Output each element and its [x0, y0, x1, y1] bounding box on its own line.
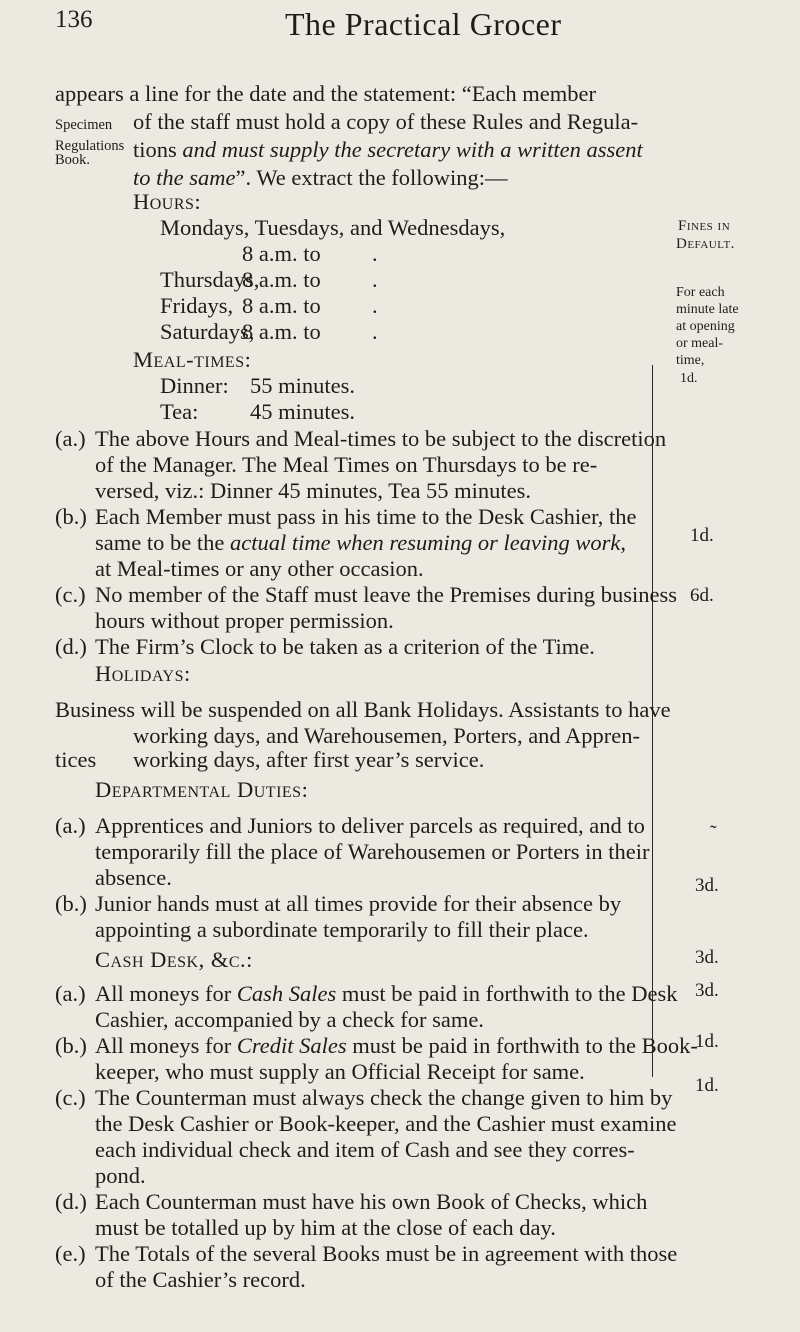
hours-rule-a-line-3: versed, viz.: Dinner 45 minutes, Tea 55 minutes.	[95, 478, 532, 503]
dept-rule-b-line-2: appointing a subordinate temporarily to fill their place.	[95, 917, 589, 942]
meal-tea-label: Tea:	[160, 399, 199, 424]
sidenote-regulations: Regulations	[55, 138, 125, 154]
hours-rule-b-label: (b.)	[55, 504, 87, 529]
cash-rule-c-line-2: the Desk Cashier or Book-keeper, and the Cashier must examine	[95, 1111, 677, 1136]
hours-time-thursday: 8 a.m. to	[242, 267, 321, 292]
holidays-line-1: Business will be suspended on all Bank Holidays. Assistants to have	[55, 697, 671, 722]
cash-rule-c-line-4: pond.	[95, 1163, 146, 1188]
cash-rule-d-line-1: Each Counterman must have his own Book of Checks, which	[95, 1189, 648, 1214]
fines-note-3: at opening	[676, 319, 735, 334]
cash-rule-c-label: (c.)	[55, 1085, 86, 1110]
cash-rule-d-line-2: must be totalled up by him at the close of each day.	[95, 1215, 556, 1240]
cash-rule-e-label: (e.)	[55, 1241, 86, 1266]
fines-note-2: minute late	[676, 302, 739, 317]
cash-desk-heading: Cash Desk, &c.:	[95, 947, 253, 972]
hours-day-thursday: Thursdays,	[160, 267, 260, 292]
hours-heading: Hours:	[133, 189, 202, 214]
hours-rule-b-line-3: at Meal-times or any other occasion.	[95, 556, 424, 581]
fines-note-5: time,	[676, 353, 705, 368]
hours-day-friday: Fridays,	[160, 293, 234, 318]
cash-rule-d-label: (d.)	[55, 1189, 87, 1214]
fines-heading-2: Default.	[676, 236, 735, 252]
fine-cash-a: 3d.	[695, 947, 719, 968]
running-title: The Practical Grocer	[285, 6, 562, 42]
hours-row-mon-wed-time: 8 a.m. to	[242, 241, 321, 266]
page-number: 136	[55, 6, 93, 33]
meal-tea-value: 45 minutes.	[250, 399, 355, 424]
hours-rule-a-line-1: The above Hours and Meal-times to be subject to the discretion	[95, 426, 667, 451]
fine-cash-c: 1d.	[695, 1031, 719, 1052]
hours-rule-c-line-1: No member of the Staff must leave the Premises during business	[95, 582, 677, 607]
sidenote-book: Book.	[55, 152, 91, 168]
intro-line-3: tions and must supply the secretary with a written assent	[133, 137, 643, 162]
dept-rule-a-line-3: absence.	[95, 865, 172, 890]
hours-rule-b-line-1: Each Member must pass in his time to the Desk Cashier, the	[95, 504, 637, 529]
meal-dinner-value: 55 minutes.	[250, 373, 355, 398]
cash-rule-a-line-2: Cashier, accompanied by a check for same.	[95, 1007, 484, 1032]
cash-rule-a-line-1: All moneys for Cash Sales must be paid in forthwith to the Desk	[95, 981, 678, 1006]
intro-line-2: of the staff must hold a copy of these Rules and Regula-	[133, 109, 639, 134]
sidenote-specimen: Specimen	[55, 117, 113, 133]
fines-heading-1: Fines in	[678, 218, 731, 234]
fines-note-6: 1d.	[680, 371, 698, 386]
cash-rule-c-line-1: The Counterman must always check the change given to him by	[95, 1085, 673, 1110]
holidays-line-3b: working days, after first year’s service.	[133, 747, 485, 772]
fine-rule-c: 6d.	[690, 585, 714, 606]
hours-time-saturday: 8 a.m. to	[242, 319, 321, 344]
hours-row-mon-wed-dot: .	[372, 241, 378, 266]
fine-cash-d: 1d.	[695, 1075, 719, 1096]
hours-rule-c-line-2: hours without proper permission.	[95, 608, 394, 633]
dept-rule-b-label: (b.)	[55, 891, 87, 916]
hours-rule-b-line-2: same to be the actual time when resuming or leaving work,	[95, 530, 626, 555]
hours-time-friday: 8 a.m. to	[242, 293, 321, 318]
intro-line-4: to the same”. We extract the following:—	[133, 165, 508, 190]
hours-row-mon-wed: Mondays, Tuesdays, and Wednesdays,	[160, 215, 506, 240]
fines-note-1: For each	[676, 285, 725, 300]
cash-rule-b-line-2: keeper, who must supply an Official Receipt for same.	[95, 1059, 585, 1084]
fine-cash-b: 3d.	[695, 980, 719, 1001]
departmental-heading: Departmental Duties:	[95, 777, 309, 802]
hours-day-saturday: Saturdays,	[160, 319, 255, 344]
fine-rule-b: 1d.	[690, 525, 714, 546]
fine-tick-mark: ˜	[710, 822, 717, 844]
holidays-line-3a: tices	[55, 747, 97, 772]
holidays-line-2: working days, and Warehousemen, Porters, and Appren-	[133, 723, 641, 748]
hours-dot-saturday: .	[372, 319, 378, 344]
fine-dept-b: 3d.	[695, 875, 719, 896]
hours-rule-a-label: (a.)	[55, 426, 86, 451]
hours-rule-a-line-2: of the Manager. The Meal Times on Thursdays to be re-	[95, 452, 598, 477]
cash-rule-b-label: (b.)	[55, 1033, 87, 1058]
meal-times-heading: Meal-times:	[133, 347, 252, 372]
fines-note-4: or meal-	[676, 336, 724, 351]
cash-rule-b-line-1: All moneys for Credit Sales must be paid in forthwith to the Book-	[95, 1033, 698, 1058]
cash-rule-e-line-2: of the Cashier’s record.	[95, 1267, 306, 1292]
cash-rule-e-line-1: The Totals of the several Books must be in agreement with those	[95, 1241, 678, 1266]
holidays-heading: Holidays:	[95, 661, 191, 686]
hours-rule-d-label: (d.)	[55, 634, 87, 659]
cash-rule-c-line-3: each individual check and item of Cash and see they corres-	[95, 1137, 635, 1162]
hours-rule-c-label: (c.)	[55, 582, 86, 607]
dept-rule-a-line-1: Apprentices and Juniors to deliver parcels as required, and to	[95, 813, 645, 838]
intro-line-1: appears a line for the date and the statement: “Each member	[55, 81, 596, 106]
dept-rule-a-label: (a.)	[55, 813, 86, 838]
dept-rule-a-line-2: temporarily fill the place of Warehousemen or Porters in their	[95, 839, 650, 864]
hours-dot-thursday: .	[372, 267, 378, 292]
meal-dinner-label: Dinner:	[160, 373, 229, 398]
hours-dot-friday: .	[372, 293, 378, 318]
cash-rule-a-label: (a.)	[55, 981, 86, 1006]
hours-rule-d-line-1: The Firm’s Clock to be taken as a criterion of the Time.	[95, 634, 595, 659]
dept-rule-b-line-1: Junior hands must at all times provide for their absence by	[95, 891, 622, 916]
